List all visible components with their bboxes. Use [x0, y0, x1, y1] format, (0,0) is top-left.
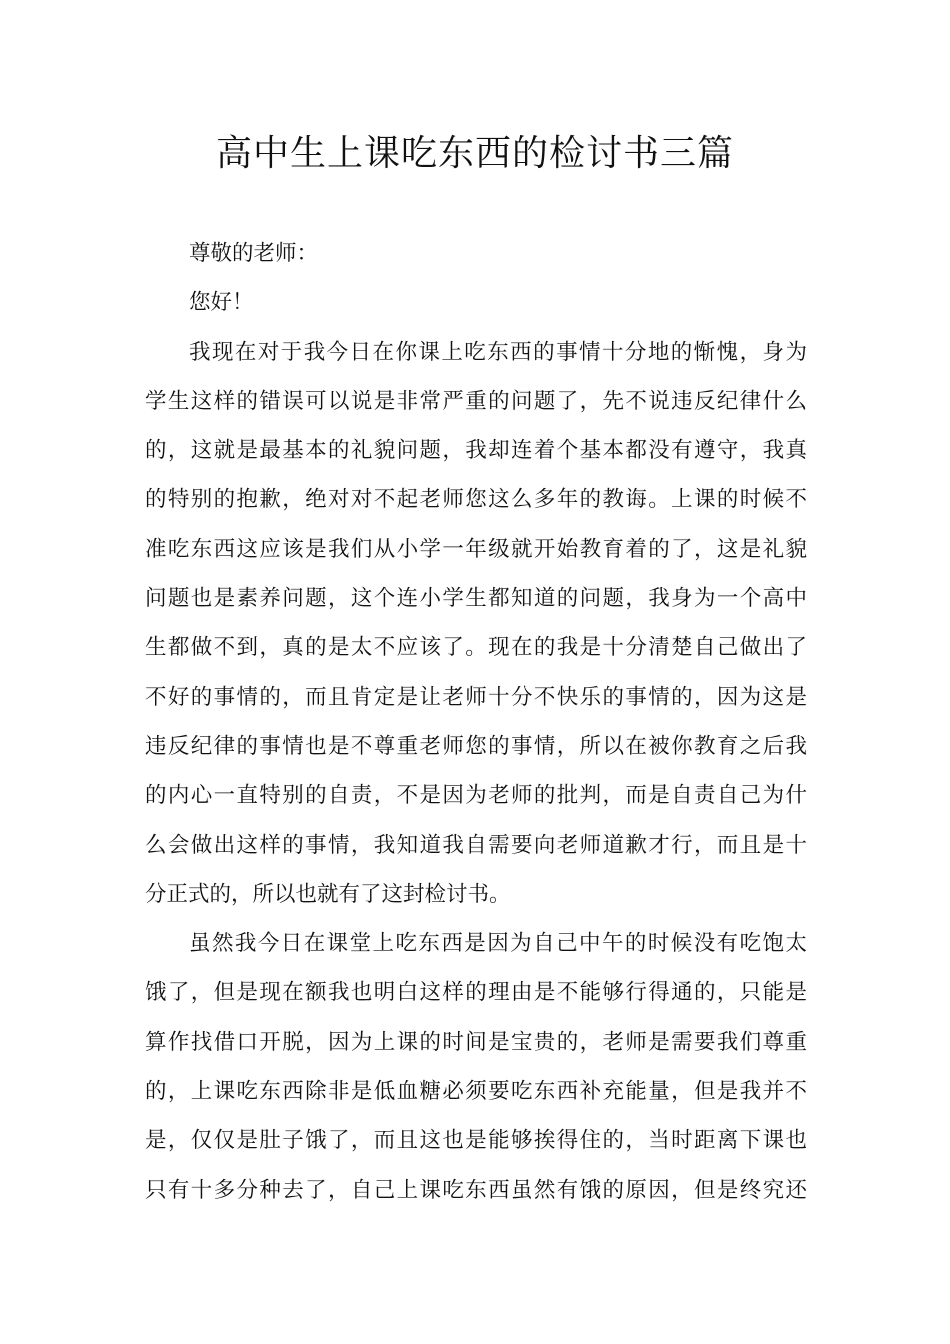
paragraph-line: 是，仅仅是肚子饿了，而且这也是能够挨得住的，当时距离下课也	[145, 1128, 807, 1154]
paragraph-line: 准吃东西这应该是我们从小学一年级就开始教育着的了，这是礼貌	[145, 536, 807, 562]
paragraph-line: 违反纪律的事情也是不尊重老师您的事情，所以在被你教育之后我	[145, 733, 807, 759]
paragraph-line: 只有十多分种去了，自己上课吃东西虽然有饿的原因，但是终究还	[145, 1177, 807, 1203]
paragraph-line: 的，上课吃东西除非是低血糖必须要吃东西补充能量，但是我并不	[145, 1079, 807, 1105]
document-body	[145, 229, 807, 1215]
paragraph-2	[145, 919, 807, 1215]
paragraph-line: 饿了，但是现在额我也明白这样的理由是不能够行得通的，只能是	[145, 980, 807, 1006]
paragraph-line: 的，这就是最基本的礼貌问题，我却连着个基本都没有遵守，我真	[145, 438, 807, 464]
paragraph-line: 学生这样的错误可以说是非常严重的问题了，先不说违反纪律什么	[145, 388, 807, 414]
paragraph-line: 分正式的，所以也就有了这封检讨书。	[145, 881, 511, 907]
paragraph-line: 不好的事情的，而且肯定是让老师十分不快乐的事情的，因为这是	[145, 684, 807, 710]
paragraph-line: 算作找借口开脱，因为上课的时间是宝贵的，老师是需要我们尊重	[145, 1029, 807, 1055]
salutation: 尊敬的老师：	[189, 241, 319, 266]
paragraph-line: 么会做出这样的事情，我知道我自需要向老师道歉才行，而且是十	[145, 832, 807, 858]
paragraph-line: 虽然我今日在课堂上吃东西是因为自己中午的时候没有吃饱太	[189, 931, 807, 957]
paragraph-1	[145, 328, 807, 920]
paragraph-line: 问题也是素养问题，这个连小学生都知道的问题，我身为一个高中	[145, 586, 807, 612]
document-title: 高中生上课吃东西的检讨书三篇	[215, 133, 734, 174]
paragraph-line: 我现在对于我今日在你课上吃东西的事情十分地的惭愧，身为	[189, 339, 807, 365]
greeting: 您好！	[189, 290, 254, 316]
paragraph-line: 的内心一直特别的自责，不是因为老师的批判，而是自责自己为什	[145, 783, 807, 809]
paragraph-line: 生都做不到，真的是太不应该了。现在的我是十分清楚自己做出了	[145, 635, 807, 661]
paragraph-line: 的特别的抱歉，绝对对不起老师您这么多年的教诲。上课的时候不	[145, 487, 807, 513]
